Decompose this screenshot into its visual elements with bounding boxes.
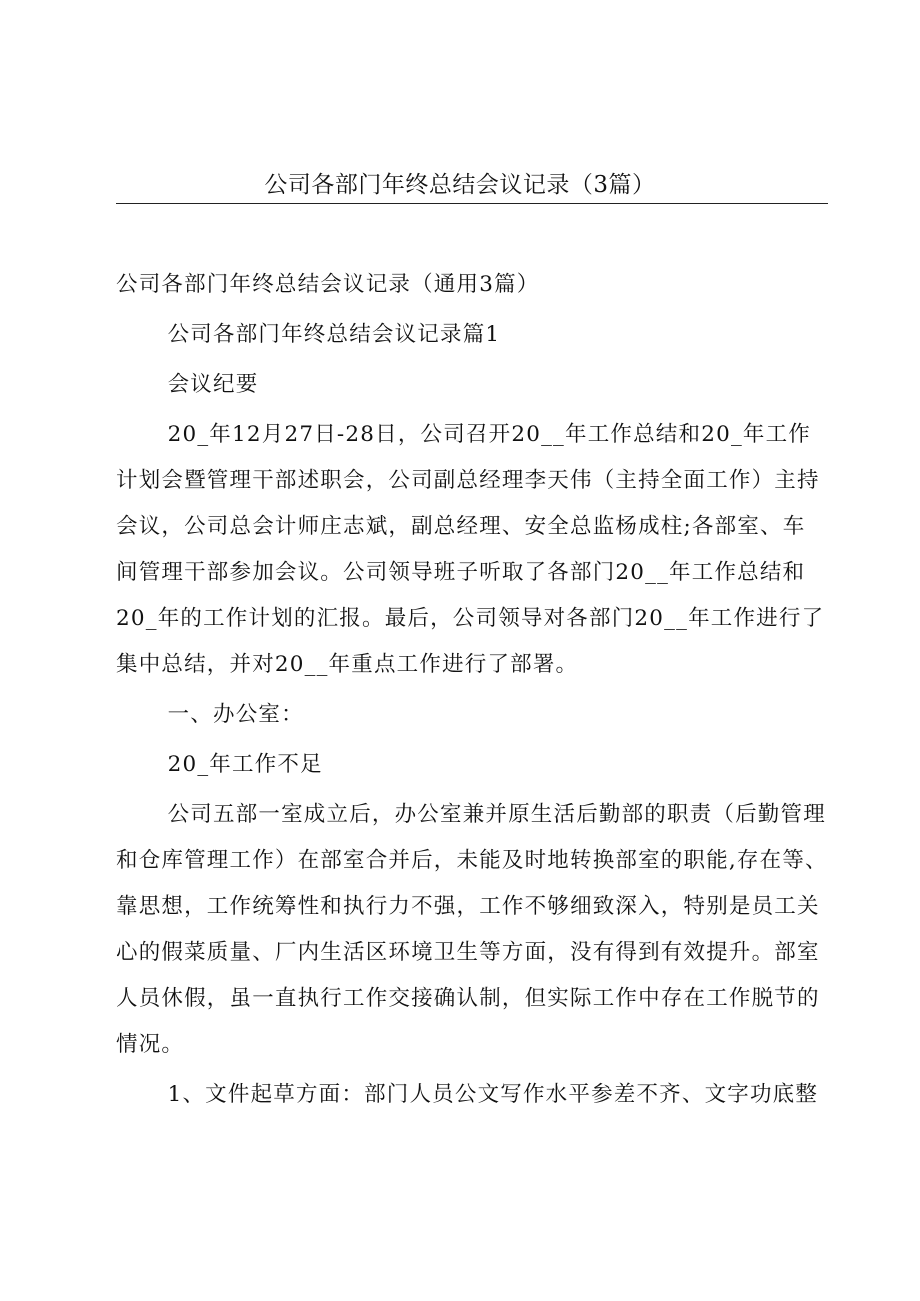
paragraph-intro: 20_年12月27日-28日，公司召开20__年工作总结和20_年工作计划会暨管理干部述职会，公司副总经理李天伟（主持全面工作）主持会议，公司总会计师庄志斌，副总经理、安全总监杨成柱;各部室、车间管理干部参加会议。公司领导班子听取了各部门20__年工作总结和20_年的工作计划的汇报。最后，公司领导对各部门20__年工作进行了集中总结，并对20__年重点工作进行了部署。 [116, 422, 825, 677]
office-heading: 一、办公室： [167, 702, 304, 727]
list-item-1: 1、文件起草方面：部门人员公文写作水平参差不齐、文字功底整 [167, 1082, 819, 1107]
paragraph-office: 公司五部一室成立后，办公室兼并原生活后勤部的职责（后勤管理和仓库管理工作）在部室合并后，未能及时地转换部室的职能,存在等、靠思想，工作统筹性和执行力不强，工作不够细致深入，特别是员工关心的假菜质量、厂内生活区环境卫生等方面，没有得到有效提升。部室人员休假，虽一直执行工作交接确认制，但实际工作中存在工作脱节的情况。 [116, 802, 828, 1057]
document-title: 公司各部门年终总结会议记录（3篇） [264, 172, 656, 198]
minutes-label: 会议纪要 [167, 372, 259, 397]
section-heading: 公司各部门年终总结会议记录篇1 [167, 322, 501, 347]
shortfall-heading: 20_年工作不足 [167, 752, 323, 777]
document-body [116, 262, 828, 1122]
document-subtitle: 公司各部门年终总结会议记录（通用3篇） [116, 272, 540, 297]
title-underline [116, 203, 828, 204]
